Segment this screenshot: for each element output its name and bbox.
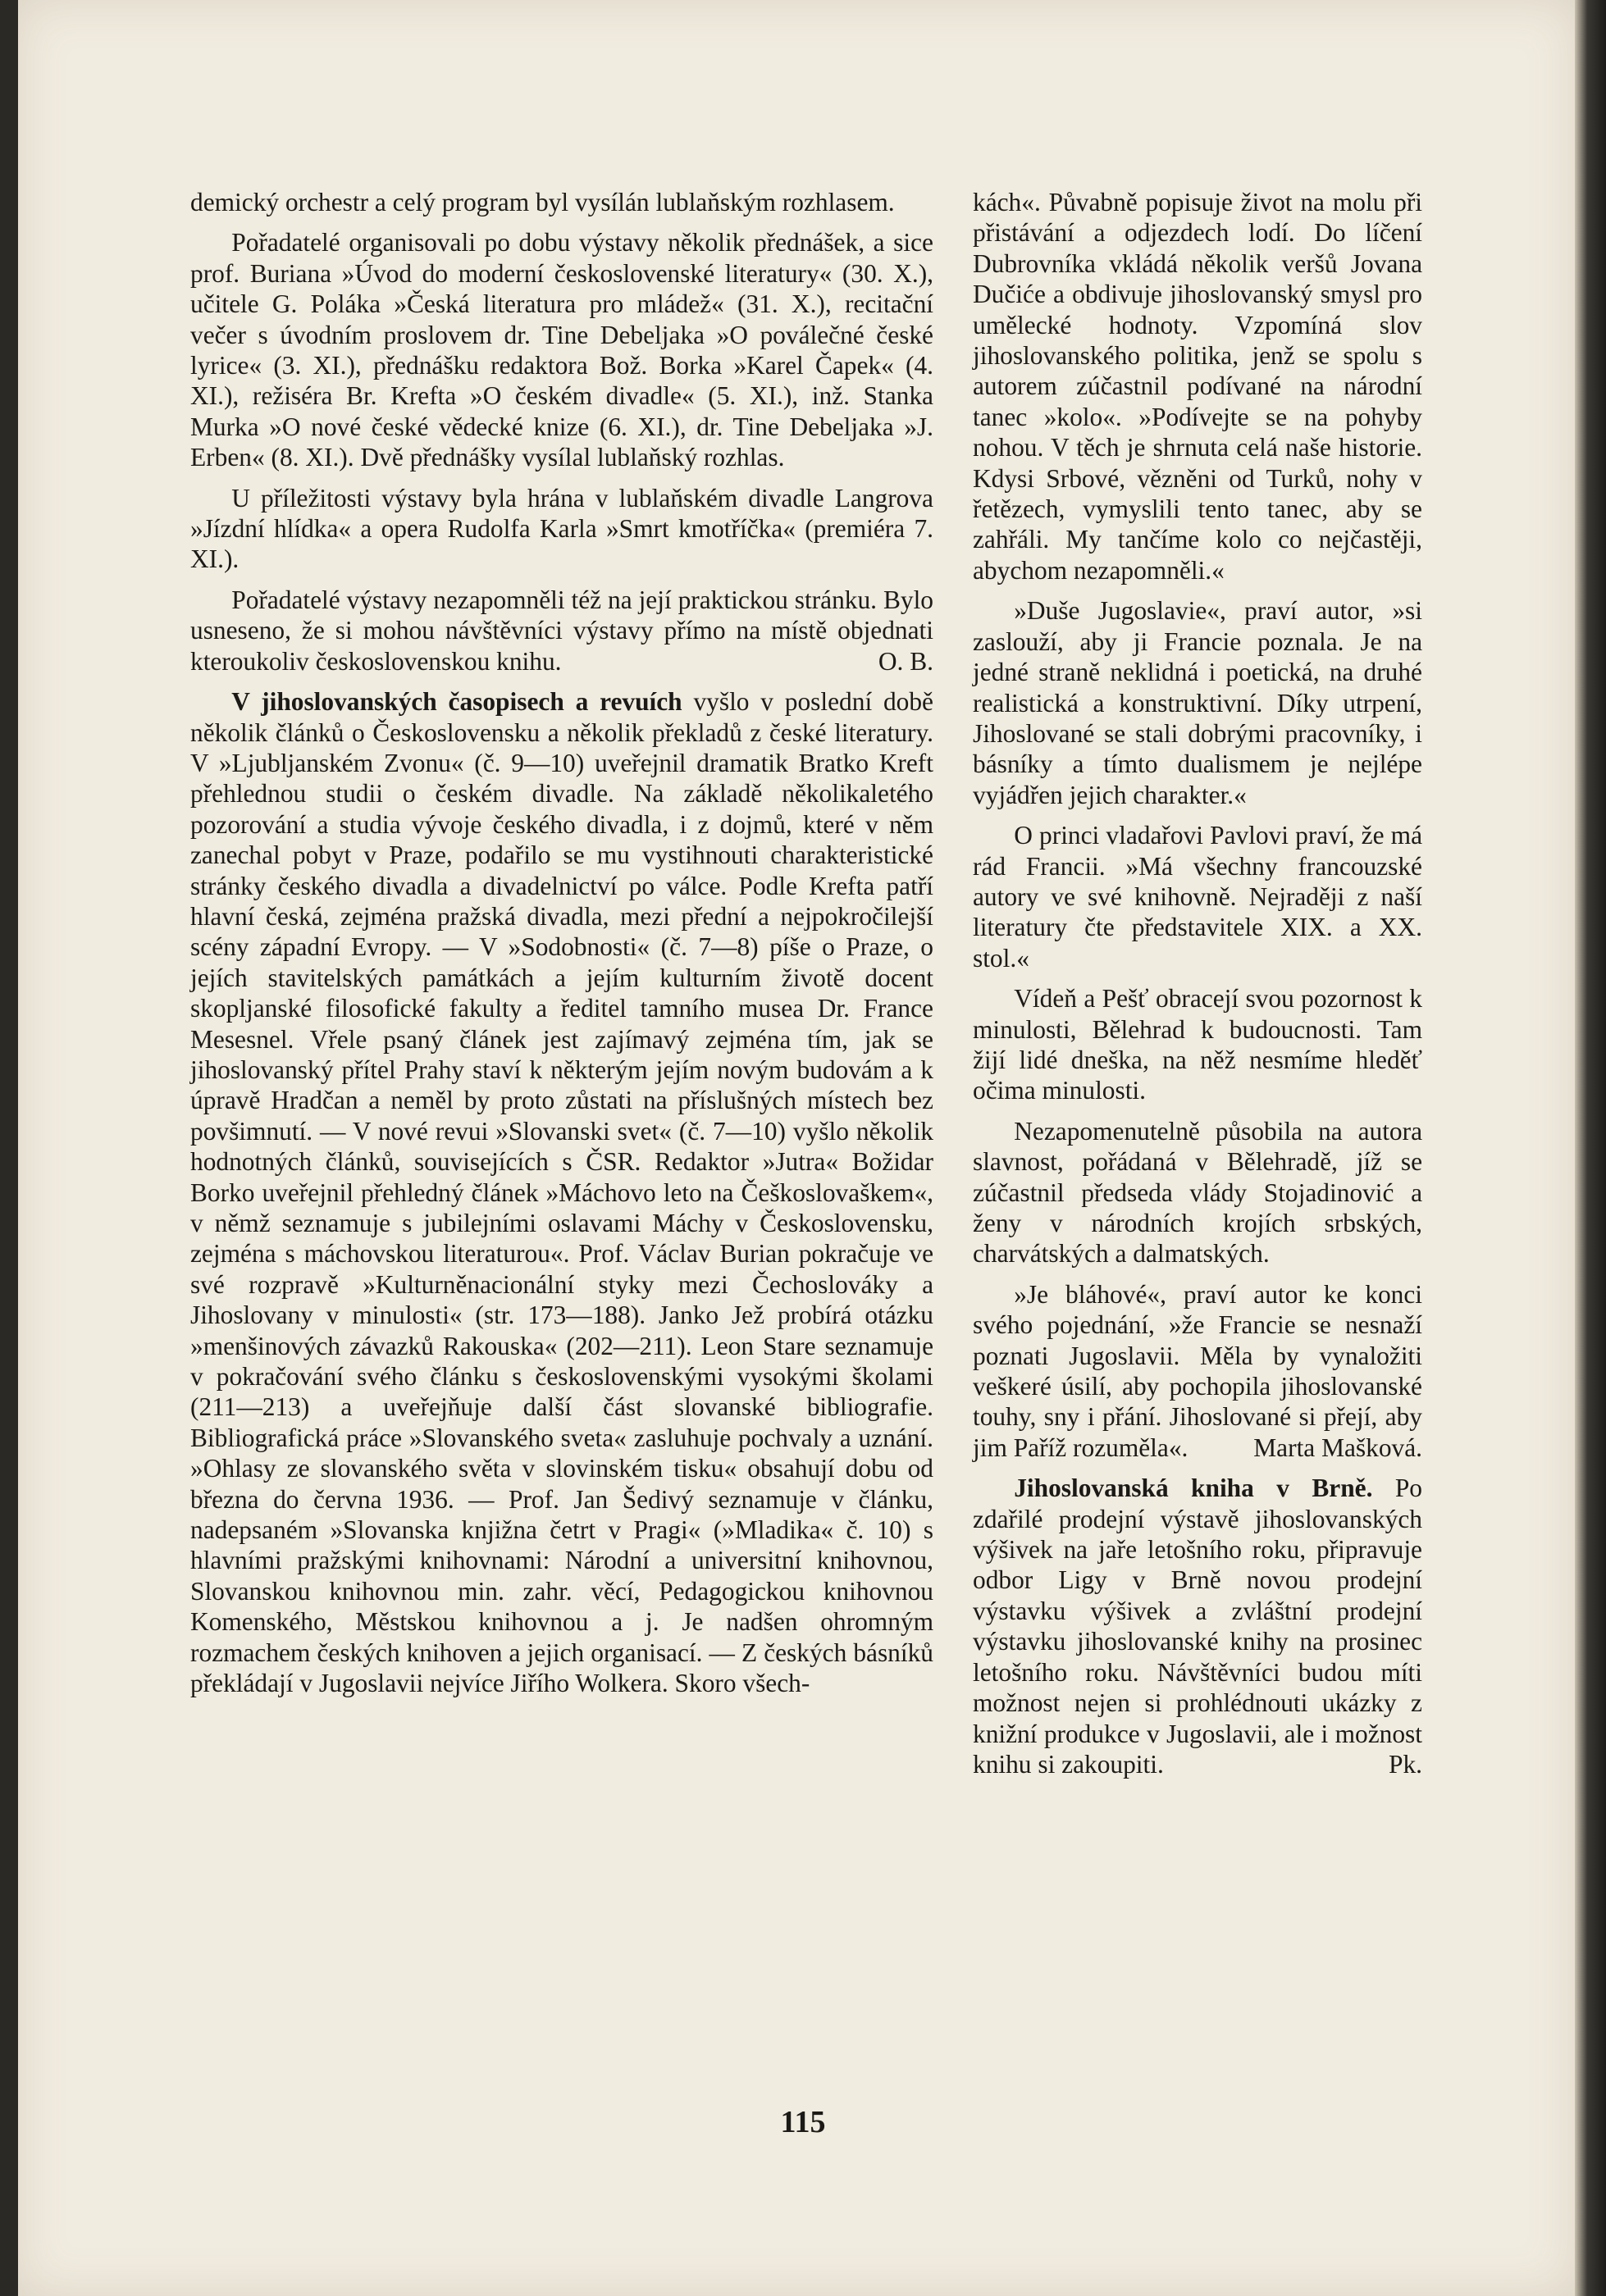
paragraph: »Duše Jugoslavie«, praví autor, »si zaslouží, aby ji Francie poznala. Je na jedné straně neklidná i poetická, na druhé realistická a konstruktivní. Díky utrpení, Jihoslované se stali dobrými pracovníky, i básníky a tímto dualismem je nejlépe vyjádřen jejich charakter.« (973, 596, 1422, 809)
paragraph-text: Pořadatelé výstavy nezapomněli též na její praktickou stránku. Bylo usneseno, že si mohou návštěvníci výstavy přímo na místě objednati kteroukoliv československou knihu. (190, 585, 933, 676)
page (18, 0, 1576, 2296)
paragraph (190, 585, 933, 676)
signature: Pk. (1388, 1749, 1422, 1779)
paragraph: Pořadatelé organisovali po dobu výstavy několik přednášek, a sice prof. Buriana »Úvod do moderní československé literatury« (30. X.), učitele G. Poláka »Česká literatura pro mládež« (31. X.), recitační večer s úvodním proslovem dr. Tine Debeljaka »O poválečné české lyrice« (3. XI.), přednášku redaktora Bož. Borka »Karel Čapek« (4. XI.), režiséra Br. Krefta »O českém divadle« (5. XI.), inž. Stanka Murka »O nové české vědecké knize (6. XI.), dr. Tine Debeljaka »J. Erben« (8. XI.). Dvě přednášky vysílal lublaňský rozhlas. (190, 228, 933, 472)
paragraph-text: Po zdařilé prodejní výstavě jihoslovanských výšivek na jaře letošního roku, připravuje odbor Ligy v Brně novou prodejní výstavku výšivek a zvláštní prodejní výstavku jihoslovanské knihy na prosinec letošního roku. Návštěvníci budou míti možnost nejen si prohlédnouti ukázky z knižní produkce v Jugoslavii, ale i možnost knihu si zakoupiti. (973, 1474, 1422, 1779)
left-column (190, 187, 933, 1709)
right-column (973, 187, 1422, 1789)
signature: O. B. (878, 646, 933, 676)
article-heading: V jihoslovanských časopisech a revuích (231, 687, 682, 717)
paragraph: U příležitosti výstavy byla hrána v lublaňském divadle Langrova »Jízdní hlídka« a opera Rudolfa Karla »Smrt kmotříčka« (premiéra 7. XI.). (190, 483, 933, 574)
paragraph (973, 1279, 1422, 1463)
paragraph-text: vyšlo v poslední době několik článků o Československu a několik překladů z české literatury. V »Ljubljanském Zvonu« (č. 9—10) uveřejnil dramatik Bratko Kreft přehlednou studii o českém divadle. Na základě několikaletého pozorování a studia vývoje českého divadla, i z dojmů, které v něm zanechal pobyt v Praze, podařilo se mu vystihnouti charakteristické stránky českého divadla a divadelnictví po válce. Podle Krefta patří hlavní česká, zejména pražská divadla, mezi přední a nejpokročilejší scény západní Evropy. — V »Sodobnosti« (č. 7—8) píše o Praze, o jejích stavitelských památkách a jejím kulturním životě docent skopljanské filosofické fakulty a ředitel tamního musea Dr. France Mesesnel. Vřele psaný článek jest zajímavý zejména tím, jak se jihoslovanský přítel Prahy staví k některým jejím novým budovám a k úpravě Hradčan a neměl by proto zůstati na příslušných místech bez povšimnutí. — V nové revui »Slovanski svet« (č. 7—10) vyšlo několik hodnotných článků, souvisejících s ČSR. Redaktor »Jutra« Božidar Borko uveřejnil přehledný článek »Máchovo leto na Češkoslovaškem«, v němž seznamuje s jubilejními oslavami Máchy v Československu, zejména s máchovskou literaturou«. Prof. Václav Burian pokračuje ve své rozpravě »Kulturněnacionální styky mezi Čechoslováky a Jihoslovany v minulosti« (str. 173—188). Janko Jež probírá otázku »menšinových závazků Rakouska« (202—211). Leon Stare seznamuje v pokračování svého článku s československými vysokými školami (211—213) a uveřejňuje další část slovanské bibliografie. Bibliografická práce »Slovanského sveta« zasluhuje pochvaly a uznání. »Ohlasy ze slovanského světa v slovinském tisku« obsahují dobu od března do června 1936. — Prof. Jan Šedivý seznamuje v článku, nadepsaném »Slovanska knjižna četrt v Pragi« (»Mladika« č. 10) s hlavními pražskými knihovnami: Národní a universitní knihovnou, Slovanskou knihovnou min. zahr. věcí, Pedagogickou knihovnou Komenského, Městskou knihovnou a j. Je nadšen ohromným rozmachem českých knihoven a jejich organisací. — Z českých básníků překládají v Jugoslavii nejvíce Jiřího Wolkera. Skoro všech- (190, 687, 933, 1698)
paragraph: Vídeň a Pešť obracejí svou pozornost k minulosti, Bělehrad k budoucnosti. Tam žijí lidé dneška, na něž nesmíme hleděť očima minulosti. (973, 984, 1422, 1105)
paragraph (973, 1473, 1422, 1779)
signature: Marta Mašková. (1253, 1433, 1422, 1462)
paragraph-text: »Je bláhové«, praví autor ke konci svého pojednání, »že Francie se nesnaží poznati Jugoslavii. Měla by vynaložiti veškeré úsilí, aby pochopila jihoslovanské touhy, sny i přání. Jihoslované si přejí, aby jim Paříž rozuměla«. (973, 1279, 1422, 1462)
paragraph: kách«. Půvabně popisuje život na molu při přistávání a odjezdech lodí. Do líčení Dubrovníka vkládá několik veršů Jovana Dučiće a obdivuje jihoslovanský smysl pro umělecké hodnoty. Vzpomíná slov jihoslovanského politika, jenž se spolu s autorem zúčastnil podívané na národní tanec »kolo«. »Podívejte se na pohyby nohou. V těch je shrnuta celá naše historie. Kdysi Srbové, vězněni od Turků, nohy v řetězech, vymyslili tento tanec, aby se zahřáli. My tančíme kolo co nejčastěji, abychom nezapomněli.« (973, 188, 1422, 585)
book-gutter (1575, 0, 1606, 2296)
paragraph: O princi vladařovi Pavlovi praví, že má rád Francii. »Má všechny francouzské autory ve své knihovně. Nejraději z naší literatury čte představitele XIX. a XX. stol.« (973, 821, 1422, 973)
article-heading: Jihoslovanská kniha v Brně. (1014, 1474, 1373, 1503)
paragraph (190, 686, 933, 1698)
paragraph: demický orchestr a celý program byl vysílán lublaňským rozhlasem. (190, 188, 895, 216)
page-number: 115 (780, 2105, 826, 2139)
paragraph: Nezapomenutelně působila na autora slavnost, pořádaná v Bělehradě, jíž se zúčastnil předseda vlády Stojadinović a ženy v národních krojích srbských, charvátských a dalmatských. (973, 1116, 1422, 1269)
